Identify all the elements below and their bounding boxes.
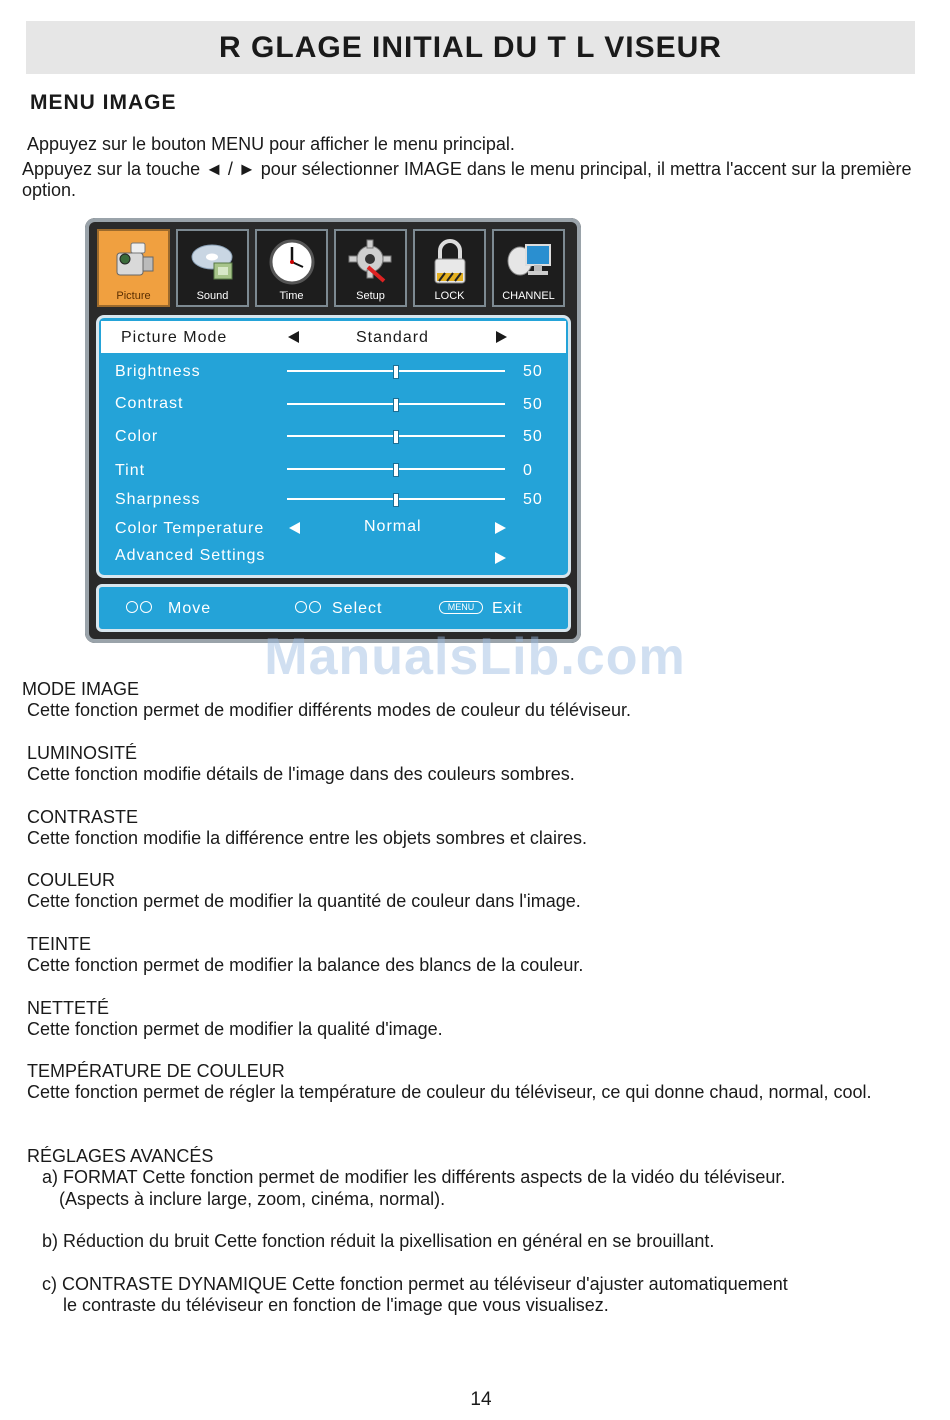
tab-lock[interactable] [413, 229, 486, 307]
desc-text-nettete: Cette fonction permet de modifier la qualité d'image. [27, 1019, 443, 1039]
advanced-item-b: b) Réduction du bruit Cette fonction réduit la pixellisation en général en se brouillant. [42, 1231, 715, 1251]
color-temperature-value: Normal [364, 518, 422, 535]
picture-mode-value: Standard [356, 329, 429, 346]
menu-key-icon: MENU [439, 601, 483, 614]
footer-move-label: Move [168, 600, 212, 617]
arrow-right-icon[interactable] [496, 331, 507, 343]
slider-knob[interactable] [393, 430, 399, 444]
intro-line-2: Appuyez sur la touche ◄ / ► pour sélectionner IMAGE dans le menu principal, il mettra l'accent sur la première option. [22, 159, 912, 200]
desc-title-couleur: COULEUR [27, 870, 116, 890]
tab-label: LOCK [434, 290, 465, 302]
desc-title-teinte: TEINTE [27, 934, 92, 954]
desc-title-temperature: TEMPÉRATURE DE COULEUR [27, 1061, 285, 1081]
speaker-disc-icon [188, 237, 238, 287]
advanced-item-a-detail: (Aspects à inclure large, zoom, cinéma, normal). [59, 1189, 446, 1209]
desc-text-contraste: Cette fonction modifie la différence entre les objets sombres et claires. [27, 828, 587, 848]
desc-text-mode-image: Cette fonction permet de modifier différents modes de couleur du téléviseur. [27, 700, 632, 720]
advanced-item-a: a) FORMAT Cette fonction permet de modifier les différents aspects de la vidéo du téléviseur. [42, 1167, 786, 1187]
footer-select-label: Select [332, 600, 383, 617]
slider-value: 50 [523, 396, 543, 413]
arrow-right-icon[interactable] [495, 552, 506, 564]
tab-label: Setup [356, 290, 385, 302]
arrow-left-icon[interactable] [288, 331, 299, 343]
tab-label: Picture [116, 290, 151, 302]
clock-icon [267, 237, 317, 287]
desc-text-luminosite: Cette fonction modifie détails de l'image dans des couleurs sombres. [27, 764, 575, 784]
slider-knob[interactable] [393, 398, 399, 412]
tv-menu-screenshot [85, 218, 581, 643]
satellite-monitor-icon [504, 237, 554, 287]
slider-track[interactable] [287, 370, 505, 372]
tab-sound[interactable] [176, 229, 249, 307]
desc-title-luminosite: LUMINOSITÉ [27, 743, 138, 763]
desc-title-nettete: NETTETÉ [27, 998, 110, 1018]
picture-mode-label: Picture Mode [121, 329, 228, 346]
slider-track[interactable] [287, 403, 505, 405]
tab-label: Sound [196, 290, 229, 302]
slider-value: 0 [523, 462, 533, 479]
up-button-icon [126, 601, 138, 613]
slider-knob[interactable] [393, 463, 399, 477]
picture-mode-row[interactable] [101, 321, 566, 353]
slider-track[interactable] [287, 468, 505, 470]
desc-text-temperature: Cette fonction permet de régler la température de couleur du téléviseur, ce qui donne chaud, normal, cool. [27, 1082, 872, 1102]
slider-label: Color [115, 428, 159, 445]
desc-text-couleur: Cette fonction permet de modifier la quantité de couleur dans l'image. [27, 891, 581, 911]
page-header-title: R GLAGE INITIAL DU T L VISEUR [219, 30, 722, 64]
gear-icon [346, 237, 396, 287]
down-button-icon [140, 601, 152, 613]
section-title: MENU IMAGE [30, 91, 177, 114]
slider-track[interactable] [287, 498, 505, 500]
menu-footer [96, 584, 571, 632]
slider-label: Brightness [115, 363, 201, 380]
desc-text-teinte: Cette fonction permet de modifier la balance des blancs de la couleur. [27, 955, 584, 975]
slider-label: Tint [115, 462, 146, 479]
desc-title-mode-image: MODE IMAGE [22, 679, 140, 699]
arrow-right-icon[interactable] [495, 522, 506, 534]
tab-picture[interactable] [97, 229, 170, 307]
slider-label: Sharpness [115, 491, 201, 508]
camcorder-icon [109, 237, 159, 287]
left-button-icon [295, 601, 307, 613]
page-number: 14 [470, 1389, 492, 1410]
slider-value: 50 [523, 491, 543, 508]
slider-knob[interactable] [393, 493, 399, 507]
watermark: ManualsLib.com [264, 628, 686, 686]
tab-label: Time [279, 290, 304, 302]
slider-value: 50 [523, 363, 543, 380]
intro-line-1: Appuyez sur le bouton MENU pour afficher le menu principal. [27, 134, 515, 154]
tab-label: CHANNEL [502, 290, 555, 302]
advanced-settings-label: Advanced Settings [115, 547, 266, 564]
slider-knob[interactable] [393, 365, 399, 379]
right-button-icon [309, 601, 321, 613]
footer-exit-label: Exit [492, 600, 523, 617]
color-temperature-label: Color Temperature [115, 520, 265, 537]
slider-value: 50 [523, 428, 543, 445]
arrow-left-icon[interactable] [289, 522, 300, 534]
advanced-item-c-detail: le contraste du téléviseur en fonction de l'image que vous visualisez. [63, 1295, 609, 1315]
tab-setup[interactable] [334, 229, 407, 307]
advanced-item-c: c) CONTRASTE DYNAMIQUE Cette fonction permet au téléviseur d'ajuster automatiquement [42, 1274, 788, 1294]
page-header-banner [26, 21, 915, 74]
desc-title-reglages-avances: RÉGLAGES AVANCÉS [27, 1146, 214, 1166]
slider-track[interactable] [287, 435, 505, 437]
tab-time[interactable] [255, 229, 328, 307]
slider-label: Contrast [115, 395, 184, 412]
padlock-icon [425, 237, 475, 287]
desc-title-contraste: CONTRASTE [27, 807, 139, 827]
picture-settings-panel [96, 315, 571, 578]
tab-channel[interactable] [492, 229, 565, 307]
